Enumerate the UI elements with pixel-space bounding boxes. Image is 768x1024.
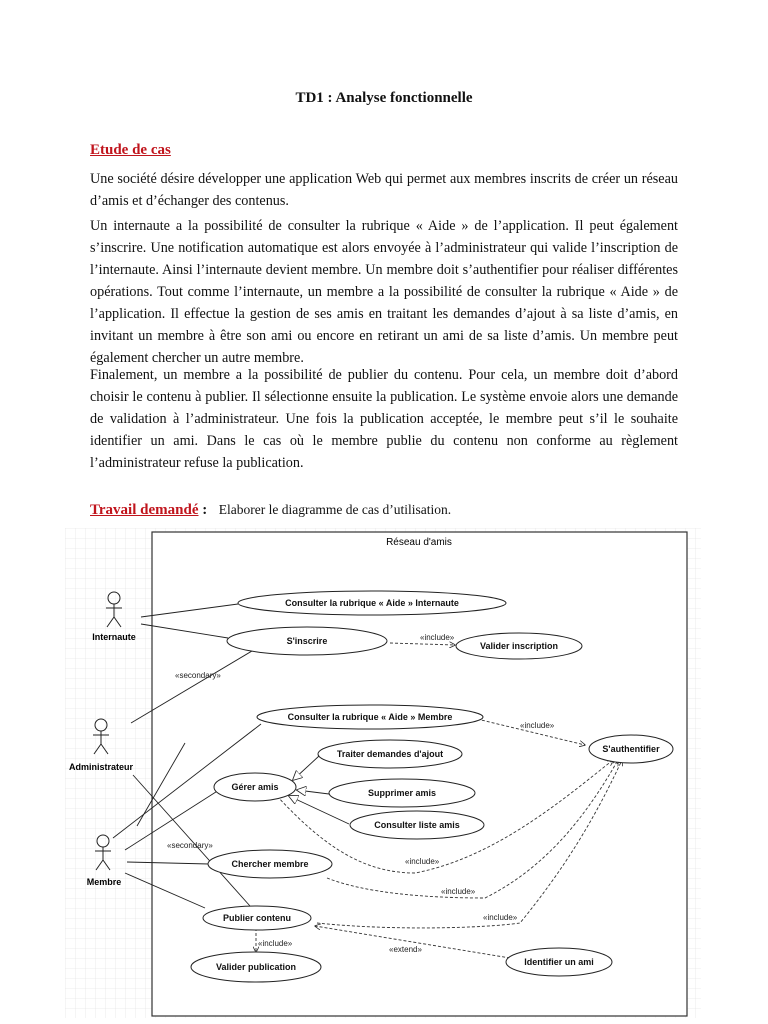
usecase-chercher-label: Chercher membre: [231, 859, 309, 869]
task-line: [90, 502, 451, 519]
actor-internaute-label: Internaute: [92, 632, 136, 642]
include-label-aide: «include»: [520, 721, 555, 730]
page-title: TD1 : Analyse fonctionnelle: [295, 90, 473, 106]
usecase-identifier-label: Identifier un ami: [524, 957, 594, 967]
task-text: Elaborer le diagramme de cas d’utilisation.: [218, 502, 452, 517]
usecase-gerer-label: Gérer amis: [231, 782, 279, 792]
actor-administrateur-label: Administrateur: [68, 762, 134, 772]
usecase-inscrire-label: S'inscrire: [286, 636, 328, 646]
usecase-aide-membre-label: Consulter la rubrique « Aide » Membre: [287, 712, 453, 722]
include-label-inscrire: «include»: [420, 633, 455, 642]
usecase-supprimer-label: Supprimer amis: [367, 788, 437, 798]
actor-membre-label: Membre: [86, 877, 122, 887]
secondary-label-membre: «secondary»: [167, 841, 213, 850]
publication-paragraph: Finalement, un membre a la possibilité de publier du contenu. Pour cela, un membre doit d’abord choisir le contenu à publier. Il sélectionne ensuite la publication. Le système envoie alors une demande de validation à l’administrateur. Une fois la publication acceptée, le membre peut s’il le souhaite identifier un ami. Dans le cas où le membre publie du contenu non conforme au règlement l’administrateur refuse la publication.: [90, 367, 678, 471]
include-label-gerer: «include»: [405, 857, 440, 866]
use-case-diagram: [65, 528, 701, 1018]
use-case-diagram-svg: [65, 528, 701, 1018]
secondary-label-admin: «secondary»: [175, 671, 221, 680]
case-study-heading: Etude de cas: [90, 142, 171, 158]
usecase-publier-label: Publier contenu: [222, 913, 292, 923]
usecase-consulter-liste-label: Consulter liste amis: [374, 820, 460, 830]
extend-label-identifier: «extend»: [389, 945, 422, 954]
include-label-chercher: «include»: [441, 887, 476, 896]
system-name: Réseau d'amis: [386, 537, 452, 548]
task-label: Travail demandé: [90, 502, 199, 518]
include-label-valider: «include»: [258, 939, 293, 948]
usecase-valider-publication-label: Valider publication: [215, 962, 297, 972]
usecase-aide-internaute-label: Consulter la rubrique « Aide » Internaute: [285, 598, 459, 608]
intro-paragraph: Une société désire développer une application Web qui permet aux membres inscrits de créer un réseau d’amis et d’échanger des contenus.: [90, 171, 678, 209]
usecase-traiter-label: Traiter demandes d'ajout: [336, 749, 444, 759]
usecase-authentifier-label: S'authentifier: [602, 744, 660, 754]
task-colon: :: [198, 502, 208, 518]
members-paragraph: Un internaute a la possibilité de consulter la rubrique « Aide » de l’application. Il peut également s’inscrire. Une notification automatique est alors envoyée à l’administrateur qui valide l’inscription de l’internaute. Ainsi l’internaute devient membre. Un membre doit s’authentifier pour réaliser différentes opérations. Tout comme l’internaute, un membre a la possibilité de consulter la rubrique « Aide » de l’application. Il effectue la gestion de ses amis en traitant les demandes d’ajout à sa liste d’amis, en invitant un membre à être son ami ou encore en retirant un ami de sa liste d’amis. Un membre peut également chercher un autre membre.: [90, 218, 678, 366]
include-label-publier: «include»: [483, 913, 518, 922]
usecase-valider-inscription-label: Valider inscription: [479, 641, 559, 651]
